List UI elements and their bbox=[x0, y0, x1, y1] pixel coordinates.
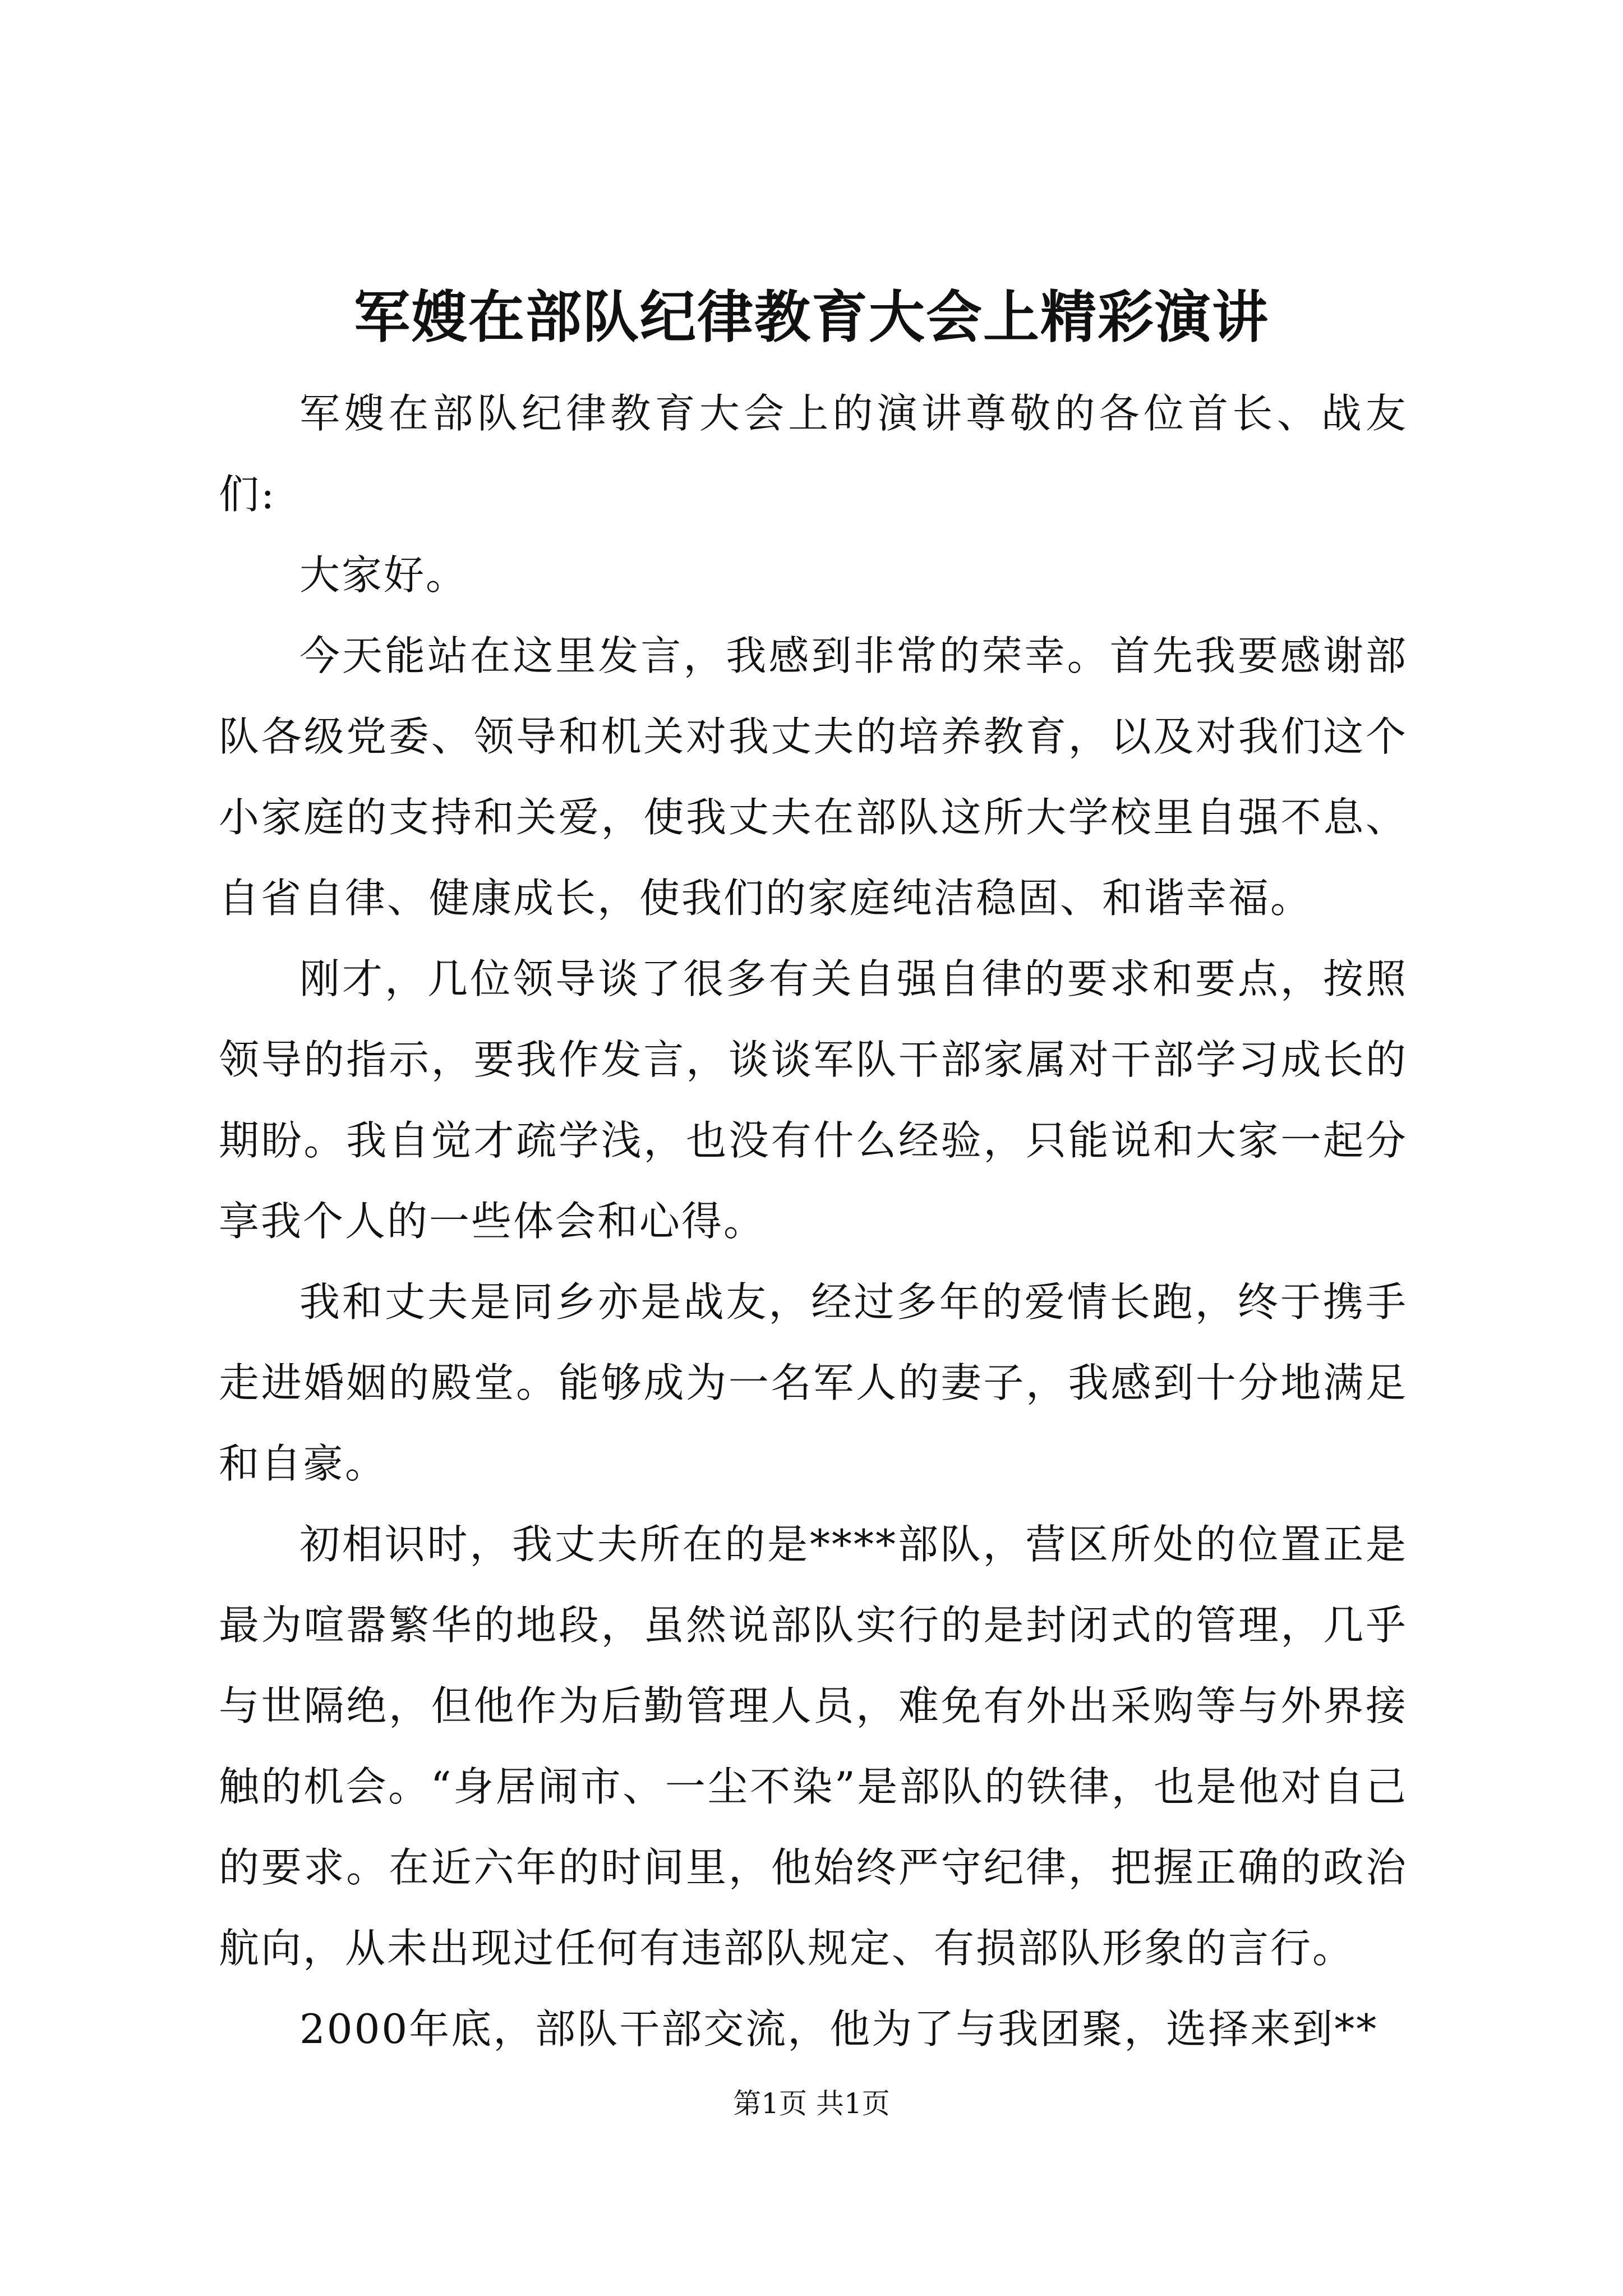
page-footer: 第1页 共1页 bbox=[733, 2087, 890, 2120]
paragraph-first-meeting: 初相识时，我丈夫所在的是****部队，营区所处的位置正是最为喧嚣繁华的地段，虽然说部队实行的是封闭式的管理，几乎与世隔绝，但他作为后勤管理人员，难免有外出采购等与外界接触的机会。“身居闹市、一尘不染”是部队的铁律，也是他对自己的要求。在近六年的时间里，他始终严守纪律，把握正确的政治航向，从未出现过任何有违部队规定、有损部队形象的言行。 bbox=[219, 1521, 1408, 1972]
paragraph-year-2000: 2000年底，部队干部交流，他为了与我团聚，选择来到** bbox=[299, 2005, 1378, 2053]
paragraph-salutation: 军嫂在部队纪律教育大会上的演讲尊敬的各位首长、战友们: bbox=[219, 390, 1408, 518]
paragraph-marriage: 我和丈夫是同乡亦是战友，经过多年的爱情长跑，终于携手走进婚姻的殿堂。能够成为一名军人的妻子，我感到十分地满足和自豪。 bbox=[219, 1278, 1408, 1487]
paragraph-thanks: 今天能站在这里发言，我感到非常的荣幸。首先我要感谢部队各级党委、领导和机关对我丈夫的培养教育，以及对我们这个小家庭的支持和关爱，使我丈夫在部队这所大学校里自强不息、自省自律、健康成长，使我们的家庭纯洁稳固、和谐幸福。 bbox=[219, 632, 1408, 922]
paragraph-instructions: 刚才，几位领导谈了很多有关自强自律的要求和要点，按照领导的指示，要我作发言，谈谈军队干部家属对干部学习成长的期盼。我自觉才疏学浅，也没有什么经验，只能说和大家一起分享我个人的一些体会和心得。 bbox=[219, 955, 1408, 1245]
paragraph-greeting: 大家好。 bbox=[299, 551, 468, 599]
document-body bbox=[219, 373, 1408, 2069]
document-title: 军嫂在部队纪律教育大会上精彩演讲 bbox=[354, 284, 1269, 350]
